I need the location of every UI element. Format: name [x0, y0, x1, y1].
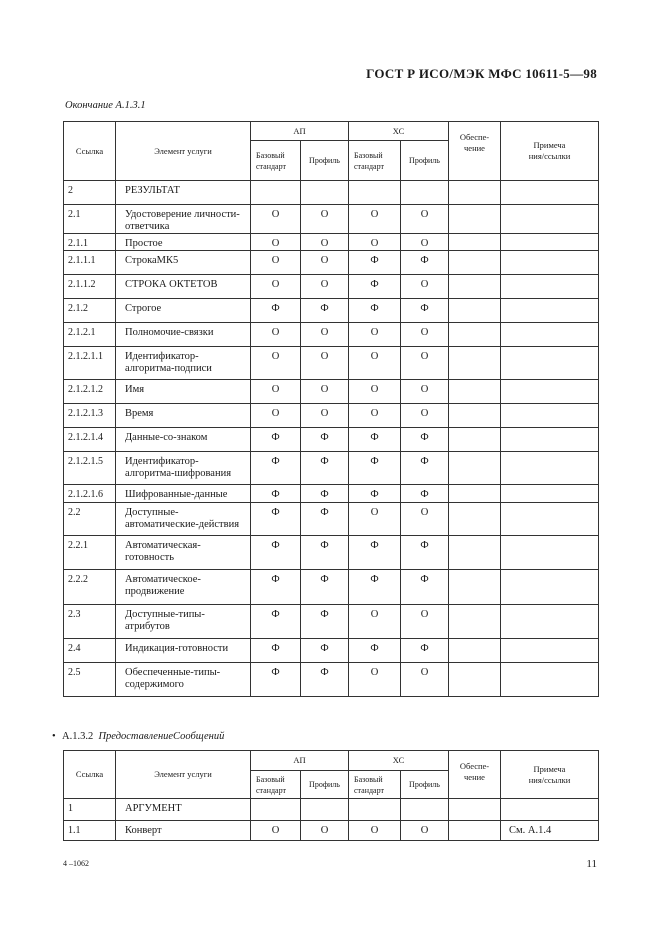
cell-ap-base: Ф — [251, 663, 301, 697]
bullet-mark: • — [52, 731, 56, 742]
cell-xs-base: Ф — [349, 570, 401, 605]
header-xs-profile: Профиль — [401, 771, 449, 799]
cell-element: Строгое — [116, 299, 251, 323]
cell-ref: 2.2.1 — [64, 536, 116, 570]
table-row — [64, 605, 599, 639]
cell-element: Обеспеченные-типы-содержимого — [116, 663, 251, 697]
header-ap-base: Базовый стандарт — [251, 771, 301, 799]
cell-element: СТРОКА ОКТЕТОВ — [116, 275, 251, 299]
header-support: Обеспе- чение — [449, 122, 501, 181]
cell-ap-profile: Ф — [301, 663, 349, 697]
table-row — [64, 428, 599, 452]
cell-ref: 2.1.1 — [64, 234, 116, 251]
header-xs-profile: Профиль — [401, 141, 449, 181]
cell-ap-base: О — [251, 205, 301, 234]
cell-xs-base: О — [349, 503, 401, 536]
cell-ap-profile — [301, 181, 349, 205]
header-element: Элемент услуги — [116, 751, 251, 799]
table-row — [64, 570, 599, 605]
cell-ap-base: Ф — [251, 570, 301, 605]
cell-support — [449, 663, 501, 697]
cell-ref: 2.3 — [64, 605, 116, 639]
cell-ap-base: О — [251, 821, 301, 841]
cell-ap-profile: О — [301, 251, 349, 275]
cell-notes — [501, 275, 599, 299]
cell-ap-profile: Ф — [301, 485, 349, 503]
cell-ref: 1 — [64, 799, 116, 821]
cell-xs-profile: О — [401, 205, 449, 234]
cell-xs-base: О — [349, 234, 401, 251]
cell-xs-profile: О — [401, 821, 449, 841]
cell-element: Идентификатор-алгоритма-шифрования — [116, 452, 251, 485]
cell-notes — [501, 428, 599, 452]
cell-xs-profile: Ф — [401, 570, 449, 605]
header-ref: Ссылка — [64, 751, 116, 799]
cell-xs-profile: О — [401, 275, 449, 299]
cell-element: Автоматическая-готовность — [116, 536, 251, 570]
cell-ref: 2.1.2.1.3 — [64, 404, 116, 428]
cell-xs-base: Ф — [349, 452, 401, 485]
cell-notes — [501, 299, 599, 323]
cell-support — [449, 605, 501, 639]
cell-ap-base: Ф — [251, 605, 301, 639]
cell-xs-base: Ф — [349, 639, 401, 663]
cell-element: Индикация-готовности — [116, 639, 251, 663]
cell-xs-profile: Ф — [401, 452, 449, 485]
cell-support — [449, 181, 501, 205]
cell-element: РЕЗУЛЬТАТ — [116, 181, 251, 205]
cell-support — [449, 799, 501, 821]
cell-ap-profile — [301, 799, 349, 821]
table-row — [64, 404, 599, 428]
cell-notes — [501, 536, 599, 570]
header-element: Элемент услуги — [116, 122, 251, 181]
cell-xs-profile: О — [401, 404, 449, 428]
cell-xs-profile: О — [401, 503, 449, 536]
cell-ap-profile: Ф — [301, 536, 349, 570]
cell-xs-profile: О — [401, 663, 449, 697]
table-row — [64, 799, 599, 821]
cell-element: Имя — [116, 380, 251, 404]
cell-support — [449, 404, 501, 428]
cell-ap-base — [251, 181, 301, 205]
cell-xs-base: Ф — [349, 536, 401, 570]
cell-support — [449, 234, 501, 251]
table-row — [64, 380, 599, 404]
table-row — [64, 234, 599, 251]
cell-xs-profile: О — [401, 380, 449, 404]
cell-ap-base: О — [251, 323, 301, 347]
cell-ap-base: Ф — [251, 536, 301, 570]
cell-notes — [501, 234, 599, 251]
cell-xs-base — [349, 181, 401, 205]
header-support: Обеспе- чение — [449, 751, 501, 799]
header-xs: ХС — [349, 122, 449, 141]
cell-support — [449, 503, 501, 536]
cell-notes — [501, 181, 599, 205]
header-ap: АП — [251, 751, 349, 771]
cell-support — [449, 485, 501, 503]
table-row — [64, 275, 599, 299]
cell-xs-profile: Ф — [401, 536, 449, 570]
cell-ap-profile: Ф — [301, 299, 349, 323]
cell-ref: 2.1.2 — [64, 299, 116, 323]
cell-ap-base: Ф — [251, 485, 301, 503]
cell-ap-profile: Ф — [301, 503, 349, 536]
cell-ap-profile: Ф — [301, 605, 349, 639]
cell-notes — [501, 404, 599, 428]
cell-ap-profile: Ф — [301, 570, 349, 605]
cell-element: Доступные-типы-атрибутов — [116, 605, 251, 639]
table-row — [64, 503, 599, 536]
cell-ap-profile: О — [301, 821, 349, 841]
cell-ap-profile: О — [301, 275, 349, 299]
cell-ap-profile: Ф — [301, 639, 349, 663]
header-ap-profile: Профиль — [301, 771, 349, 799]
cell-ref: 2.1.1.1 — [64, 251, 116, 275]
cell-xs-profile: О — [401, 234, 449, 251]
cell-ap-base: О — [251, 251, 301, 275]
cell-xs-profile: О — [401, 323, 449, 347]
cell-xs-base: О — [349, 347, 401, 380]
cell-xs-base: О — [349, 663, 401, 697]
cell-notes — [501, 347, 599, 380]
cell-xs-profile: Ф — [401, 299, 449, 323]
cell-ref: 2.1.1.2 — [64, 275, 116, 299]
cell-ap-profile: О — [301, 234, 349, 251]
cell-xs-base: Ф — [349, 299, 401, 323]
cell-support — [449, 536, 501, 570]
cell-element: Простое — [116, 234, 251, 251]
header-notes: Примеча ния/ссылки — [501, 122, 599, 181]
cell-xs-base: О — [349, 205, 401, 234]
cell-ref: 2.1.2.1.6 — [64, 485, 116, 503]
cell-xs-profile: Ф — [401, 639, 449, 663]
cell-xs-profile: О — [401, 605, 449, 639]
cell-support — [449, 570, 501, 605]
cell-support — [449, 275, 501, 299]
table-row — [64, 452, 599, 485]
cell-ap-profile: О — [301, 347, 349, 380]
table2-caption-title: ПредоставлениеСообщений — [98, 731, 225, 742]
cell-ap-base: Ф — [251, 503, 301, 536]
cell-notes — [501, 570, 599, 605]
cell-ap-profile: Ф — [301, 428, 349, 452]
cell-element: Полномочие-связки — [116, 323, 251, 347]
cell-element: Шифрованные-данные — [116, 485, 251, 503]
cell-element: Доступные-автоматические-действия — [116, 503, 251, 536]
cell-ap-profile: О — [301, 205, 349, 234]
cell-element: Данные-со-знаком — [116, 428, 251, 452]
cell-support — [449, 639, 501, 663]
cell-xs-base: О — [349, 605, 401, 639]
cell-notes — [501, 799, 599, 821]
table-row — [64, 299, 599, 323]
cell-notes — [501, 639, 599, 663]
cell-ref: 2.5 — [64, 663, 116, 697]
cell-element: Идентификатор-алгоритма-подписи — [116, 347, 251, 380]
cell-xs-base: Ф — [349, 485, 401, 503]
cell-xs-base: Ф — [349, 275, 401, 299]
page-number: 11 — [586, 858, 597, 870]
cell-support — [449, 452, 501, 485]
cell-support — [449, 251, 501, 275]
header-xs-base: Базовый стандарт — [349, 141, 401, 181]
cell-ap-base: Ф — [251, 428, 301, 452]
header-xs: ХС — [349, 751, 449, 771]
cell-xs-profile: Ф — [401, 428, 449, 452]
cell-ap-base: О — [251, 275, 301, 299]
header-xs-base: Базовый стандарт — [349, 771, 401, 799]
cell-ap-base: О — [251, 404, 301, 428]
cell-xs-base: Ф — [349, 428, 401, 452]
header-ap-base: Базовый стандарт — [251, 141, 301, 181]
cell-support — [449, 347, 501, 380]
cell-xs-base: О — [349, 323, 401, 347]
cell-support — [449, 205, 501, 234]
cell-xs-base — [349, 799, 401, 821]
table2-caption — [52, 731, 224, 742]
table-row — [64, 205, 599, 234]
cell-element: СтрокаМК5 — [116, 251, 251, 275]
cell-element: Время — [116, 404, 251, 428]
table-row — [64, 181, 599, 205]
cell-ap-base: О — [251, 380, 301, 404]
cell-support — [449, 323, 501, 347]
cell-xs-base: О — [349, 404, 401, 428]
cell-xs-profile — [401, 181, 449, 205]
table-a131-end — [63, 121, 599, 697]
cell-ap-profile: Ф — [301, 452, 349, 485]
cell-ap-base: Ф — [251, 452, 301, 485]
cell-ap-profile: О — [301, 323, 349, 347]
table2-caption-number: А.1.3.2 — [62, 731, 94, 742]
table-row — [64, 821, 599, 841]
cell-notes — [501, 503, 599, 536]
print-mark: 4 –1062 — [63, 859, 89, 868]
cell-support — [449, 821, 501, 841]
header-ap: АП — [251, 122, 349, 141]
cell-ref: 1.1 — [64, 821, 116, 841]
cell-support — [449, 380, 501, 404]
table-a132 — [63, 750, 599, 841]
table-row — [64, 323, 599, 347]
cell-ref: 2.1.2.1 — [64, 323, 116, 347]
cell-xs-profile: Ф — [401, 251, 449, 275]
cell-element: АРГУМЕНТ — [116, 799, 251, 821]
table-row — [64, 639, 599, 663]
cell-xs-base: О — [349, 380, 401, 404]
cell-ref: 2.1.2.1.4 — [64, 428, 116, 452]
cell-notes: См. А.1.4 — [501, 821, 599, 841]
cell-notes — [501, 452, 599, 485]
cell-ref: 2.2.2 — [64, 570, 116, 605]
cell-ref: 2.1 — [64, 205, 116, 234]
cell-notes — [501, 323, 599, 347]
table-row — [64, 536, 599, 570]
table-row — [64, 485, 599, 503]
header-ap-profile: Профиль — [301, 141, 349, 181]
cell-notes — [501, 663, 599, 697]
cell-notes — [501, 380, 599, 404]
cell-xs-base: О — [349, 821, 401, 841]
cell-element: Автоматическое-продвижение — [116, 570, 251, 605]
cell-xs-base: Ф — [349, 251, 401, 275]
cell-ap-profile: О — [301, 380, 349, 404]
cell-ref: 2.1.2.1.5 — [64, 452, 116, 485]
cell-element: Удостоверение личности-ответчика — [116, 205, 251, 234]
cell-ap-base — [251, 799, 301, 821]
cell-ap-base: Ф — [251, 299, 301, 323]
cell-notes — [501, 605, 599, 639]
cell-ap-profile: О — [301, 404, 349, 428]
cell-notes — [501, 205, 599, 234]
cell-ref: 2 — [64, 181, 116, 205]
header-notes: Примеча ния/ссылки — [501, 751, 599, 799]
cell-ap-base: О — [251, 234, 301, 251]
cell-ref: 2.2 — [64, 503, 116, 536]
cell-support — [449, 428, 501, 452]
cell-ref: 2.4 — [64, 639, 116, 663]
cell-notes — [501, 485, 599, 503]
document-header: ГОСТ Р ИСО/МЭК МФС 10611-5—98 — [366, 66, 597, 81]
header-ref: Ссылка — [64, 122, 116, 181]
cell-notes — [501, 251, 599, 275]
cell-ref: 2.1.2.1.1 — [64, 347, 116, 380]
cell-ap-base: Ф — [251, 639, 301, 663]
cell-ap-base: О — [251, 347, 301, 380]
cell-xs-profile — [401, 799, 449, 821]
cell-support — [449, 299, 501, 323]
cell-xs-profile: Ф — [401, 485, 449, 503]
cell-ref: 2.1.2.1.2 — [64, 380, 116, 404]
table-row — [64, 251, 599, 275]
table1-caption: Окончание А.1.3.1 — [65, 100, 146, 111]
table-row — [64, 663, 599, 697]
table-row — [64, 347, 599, 380]
cell-element: Конверт — [116, 821, 251, 841]
cell-xs-profile: О — [401, 347, 449, 380]
